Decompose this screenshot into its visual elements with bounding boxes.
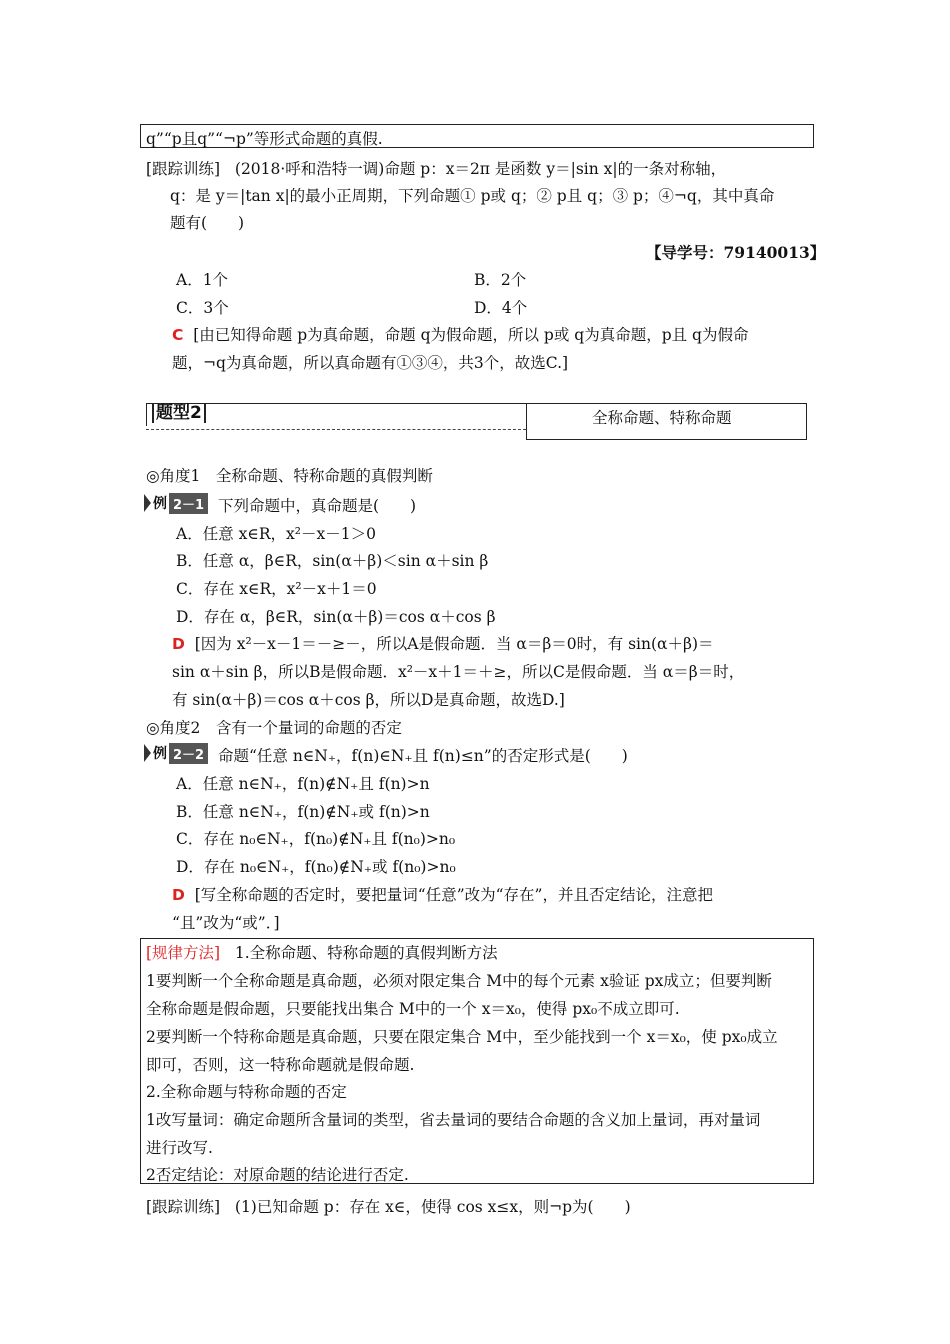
option-d: D．4个 xyxy=(474,299,528,317)
tracking-line-2: q：是 y＝|tan x|的最小正周期，下列命题① p或 q；② p且 q；③ p；④¬q，其中真命 xyxy=(170,187,775,205)
method-title-1: [规律方法] 1.全称命题、特称命题的真假判断方法 xyxy=(146,944,498,962)
method-label: [规律方法] xyxy=(146,944,221,962)
example-2-option-a: A．任意 n∈N₊，f(n)∉N₊且 f(n)>n xyxy=(176,775,430,793)
answer-line-1: C [由已知得命题 p为真命题，命题 q为假命题，所以 p或 q为真命题，p且 q为假命 xyxy=(172,326,749,344)
answer-letter: C xyxy=(172,326,184,344)
option-a: A．1个 xyxy=(176,271,229,289)
method-line-4: 即可，否则，这一特称命题就是假命题. xyxy=(146,1056,415,1074)
example-2-option-d: D．存在 n₀∈N₊，f(n₀)∉N₊或 f(n₀)>n₀ xyxy=(176,858,456,876)
method-line-6: 进行改写. xyxy=(146,1139,213,1157)
triangle-icon xyxy=(144,744,151,762)
tracking-line-3: 题有( ) xyxy=(170,214,245,232)
option-b: B．2个 xyxy=(474,271,527,289)
example-1-answer-line-3: 有 sin(α＋β)＝cos α＋cos β，所以D是真命题，故选D.] xyxy=(172,691,565,709)
guide-number: 【导学号：79140013】 xyxy=(646,243,826,262)
example-2-answer-line-1: D [写全称命题的否定时，要把量词“任意”改为“存在”，并且否定结论，注意把 xyxy=(172,886,713,904)
example-1-option-d: D．存在 α，β∈R，sin(α＋β)＝cos α＋cos β xyxy=(176,608,496,626)
angle-2-heading: ◎角度2 含有一个量词的命题的否定 xyxy=(146,719,402,737)
method-line-1: 1要判断一个全称命题是真命题，必须对限定集合 M中的每个元素 x验证 px成立；但要判断 xyxy=(146,972,772,990)
example-1-answer-line-1: D [因为 x²－x－1＝－≥－，所以A是假命题．当 α＝β＝0时，有 sin(α＋β)＝ xyxy=(172,635,714,653)
example-1-option-a: A．任意 x∈R，x²－x－1＞0 xyxy=(176,525,376,543)
example-tag-2-1: 例 2－1 xyxy=(144,494,208,512)
example-1-option-c: C．存在 x∈R，x²－x＋1＝0 xyxy=(176,580,377,598)
example-tag-2-2: 例 2－2 xyxy=(144,744,208,762)
example-2-answer-line-2: “且”改为“或”．] xyxy=(172,914,280,932)
answer-line-2: 题，¬q为真命题，所以真命题有①③④，共3个，故选C.] xyxy=(172,354,569,372)
answer-letter: D xyxy=(172,635,185,653)
method-line-3: 2要判断一个特称命题是真命题，只要在限定集合 M中，至少能找到一个 x＝x₀，使 px₀成立 xyxy=(146,1028,778,1046)
option-c: C．3个 xyxy=(176,299,229,317)
method-line-2: 全称命题是假命题，只要能找出集合 M中的一个 x＝x₀，使得 px₀不成立即可. xyxy=(146,1000,680,1018)
section-tag: 题型2 xyxy=(152,404,206,423)
angle-1-heading: ◎角度1 全称命题、特称命题的真假判断 xyxy=(146,467,433,485)
example-2-option-b: B．任意 n∈N₊，f(n)∉N₊或 f(n)>n xyxy=(176,803,430,821)
triangle-icon xyxy=(144,494,151,512)
tracking-2-label: [跟踪训练] xyxy=(146,1198,221,1216)
top-summary-text: q”“p且q”“¬p”等形式命题的真假. xyxy=(146,130,383,148)
method-title-2: 2.全称命题与特称命题的否定 xyxy=(146,1083,347,1101)
example-2-option-c: C．存在 n₀∈N₊，f(n₀)∉N₊且 f(n₀)>n₀ xyxy=(176,830,456,848)
example-1-answer-line-2: sin α＋sin β，所以B是假命题．x²－x＋1＝＋≥，所以C是假命题．当 α＝β＝时， xyxy=(172,663,745,681)
example-1-option-b: B．任意 α，β∈R，sin(α＋β)＜sin α＋sin β xyxy=(176,552,489,570)
tracking-line-1: [跟踪训练] (2018·呼和浩特一调)命题 p：x＝2π 是函数 y＝|sin x|的一条对称轴， xyxy=(146,160,727,178)
answer-letter: D xyxy=(172,886,185,904)
method-line-5: 1改写量词：确定命题所含量词的类型，省去量词的要结合命题的含义加上量词，再对量词 xyxy=(146,1111,761,1129)
tracking-2-line: [跟踪训练] (1)已知命题 p：存在 x∈，使得 cos x≤x，则¬p为( ) xyxy=(146,1198,631,1216)
example-1-question: 下列命题中，真命题是( ) xyxy=(218,497,417,515)
example-2-question: 命题“任意 n∈N₊，f(n)∈N₊且 f(n)≤n”的否定形式是( ) xyxy=(218,747,628,765)
section-header xyxy=(146,403,806,439)
section-title: 全称命题、特称命题 xyxy=(592,409,732,427)
method-line-7: 2否定结论：对原命题的结论进行否定. xyxy=(146,1166,409,1184)
tracking-label: [跟踪训练] xyxy=(146,160,221,178)
